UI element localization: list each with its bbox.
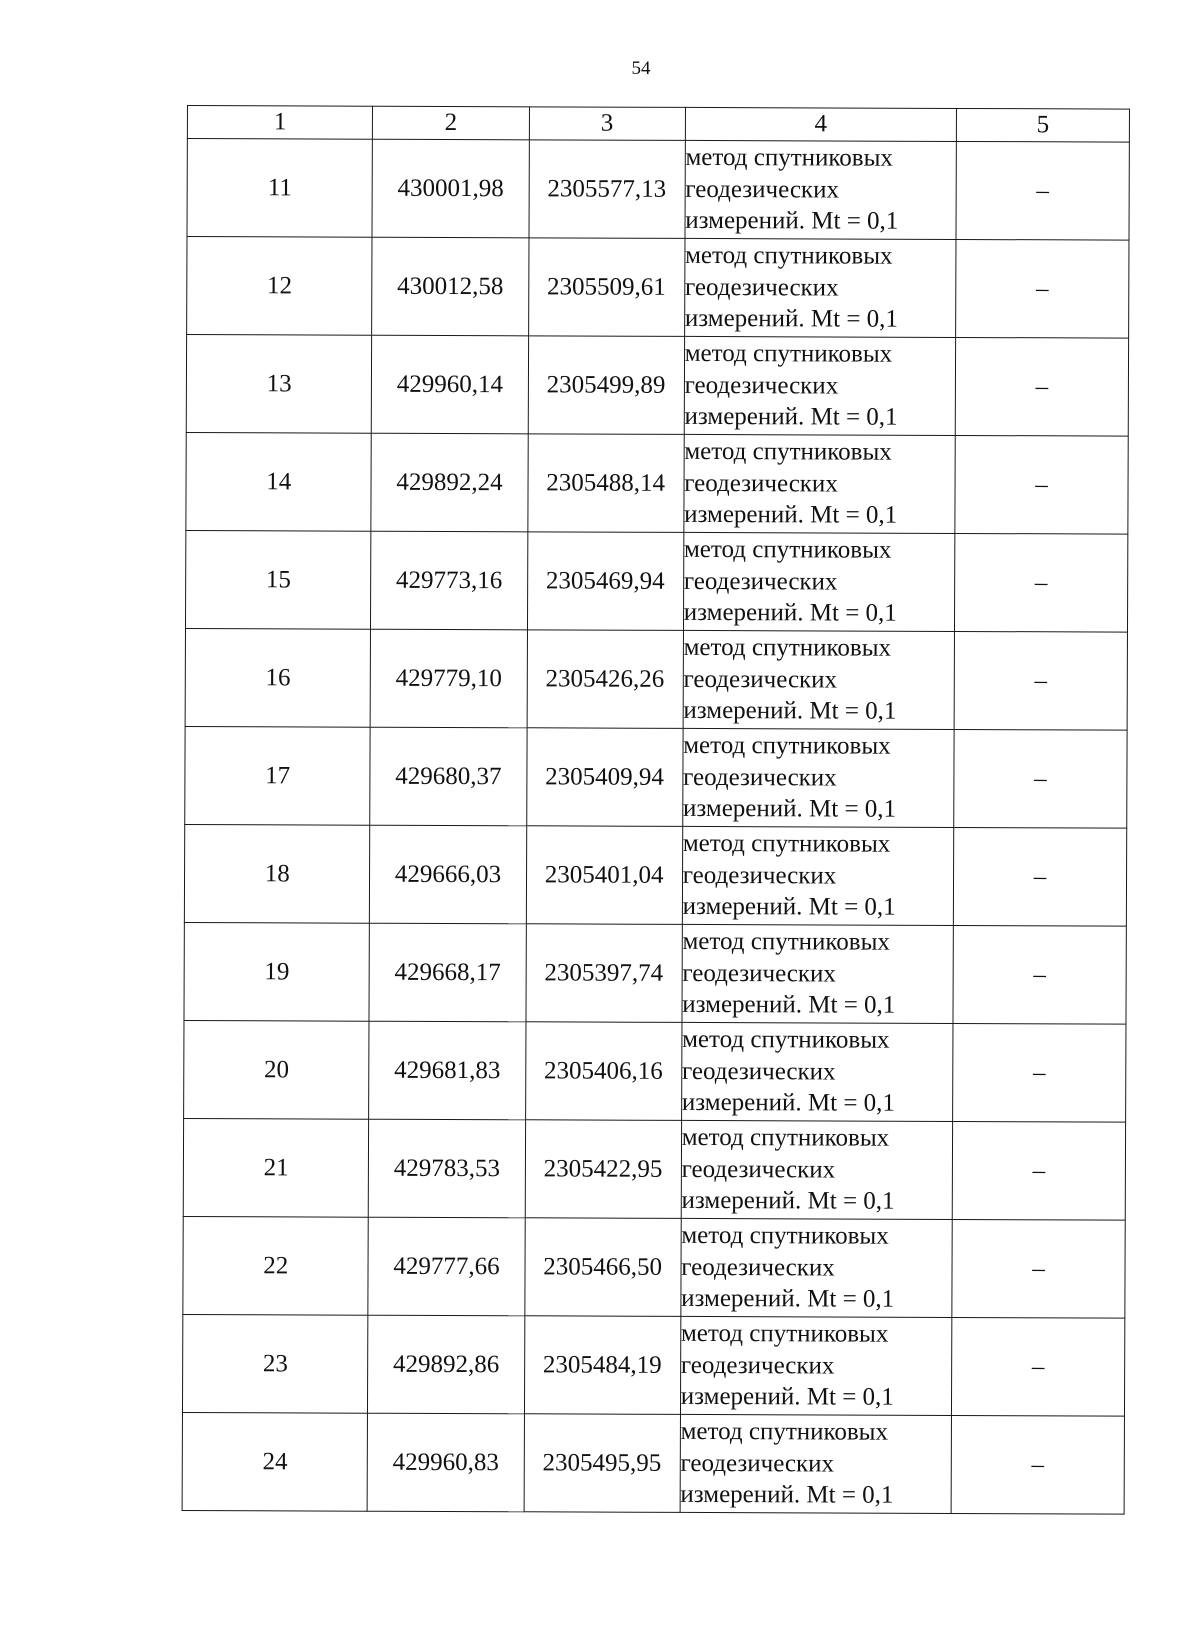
y-coordinate-cell: 2305469,94 xyxy=(527,532,684,631)
note-cell: – xyxy=(955,533,1128,632)
method-line: измерений. Mt = 0,1 xyxy=(681,1285,895,1313)
method-line: геодезических xyxy=(681,1057,836,1086)
method-line: геодезических xyxy=(683,567,838,596)
y-coordinate-cell: 2305488,14 xyxy=(527,434,684,533)
point-number-cell: 22 xyxy=(183,1216,369,1315)
note-cell: – xyxy=(953,827,1126,926)
method-cell xyxy=(681,1120,953,1219)
table-row xyxy=(186,335,1128,437)
table-body xyxy=(182,139,1129,1515)
method-line: метод спутниковых xyxy=(681,1222,889,1250)
method-line: метод спутниковых xyxy=(682,830,891,858)
method-line: геодезических xyxy=(681,1253,835,1282)
method-line: измерений. Mt = 0,1 xyxy=(682,991,896,1019)
method-line: измерений. Mt = 0,1 xyxy=(682,795,897,823)
table-row xyxy=(184,824,1126,926)
x-coordinate-cell: 429668,17 xyxy=(369,923,526,1022)
y-coordinate-cell: 2305495,95 xyxy=(524,1414,681,1513)
note-cell: – xyxy=(954,631,1127,730)
x-coordinate-cell: 429779,10 xyxy=(371,629,528,728)
table-row xyxy=(182,1314,1124,1416)
method-line: измерений. Mt = 0,1 xyxy=(683,697,897,725)
method-line: геодезических xyxy=(683,665,838,694)
method-line: измерений. Mt = 0,1 xyxy=(681,1089,896,1117)
method-line: метод спутниковых xyxy=(680,1418,889,1446)
note-cell: – xyxy=(952,1317,1125,1416)
method-line: геодезических xyxy=(684,371,839,400)
table-row xyxy=(184,922,1126,1024)
method-line: геодезических xyxy=(683,763,837,792)
method-cell xyxy=(681,1218,953,1317)
column-header: 2 xyxy=(373,106,529,140)
method-line: метод спутниковых xyxy=(683,732,891,760)
y-coordinate-cell: 2305466,50 xyxy=(524,1218,681,1317)
x-coordinate-cell: 429892,24 xyxy=(371,433,528,532)
x-coordinate-cell: 429773,16 xyxy=(371,531,528,630)
method-cell xyxy=(683,630,955,729)
method-line: геодезических xyxy=(681,1155,836,1184)
y-coordinate-cell: 2305499,89 xyxy=(528,336,685,435)
table-row xyxy=(184,1020,1126,1122)
note-cell: – xyxy=(951,1415,1124,1514)
y-coordinate-cell: 2305484,19 xyxy=(524,1316,681,1415)
note-cell: – xyxy=(953,1023,1126,1122)
y-coordinate-cell: 2305397,74 xyxy=(526,924,683,1023)
x-coordinate-cell: 430012,58 xyxy=(372,237,529,336)
note-cell: – xyxy=(956,141,1129,240)
method-line: метод спутниковых xyxy=(685,144,893,172)
point-number-cell: 17 xyxy=(185,726,371,825)
method-line: метод спутниковых xyxy=(682,928,890,956)
method-line: измерений. Mt = 0,1 xyxy=(681,1187,895,1215)
point-number-cell: 23 xyxy=(182,1314,368,1413)
y-coordinate-cell: 2305409,94 xyxy=(526,728,683,827)
y-coordinate-cell: 2305406,16 xyxy=(525,1022,682,1121)
method-line: метод спутниковых xyxy=(683,634,892,662)
y-coordinate-cell: 2305509,61 xyxy=(528,238,685,337)
method-line: геодезических xyxy=(684,273,839,302)
x-coordinate-cell: 429892,86 xyxy=(368,1315,525,1414)
method-line: метод спутниковых xyxy=(681,1124,890,1152)
x-coordinate-cell: 429680,37 xyxy=(370,727,527,826)
method-line: геодезических xyxy=(685,175,840,204)
method-line: измерений. Mt = 0,1 xyxy=(684,403,898,431)
point-number-cell: 12 xyxy=(187,237,373,336)
note-cell: – xyxy=(952,1219,1125,1318)
method-cell xyxy=(682,924,954,1023)
x-coordinate-cell: 429777,66 xyxy=(368,1217,525,1316)
note-cell: – xyxy=(954,729,1127,828)
point-number-cell: 18 xyxy=(184,824,370,923)
point-number-cell: 11 xyxy=(187,139,373,238)
point-number-cell: 19 xyxy=(184,922,370,1021)
method-line: метод спутниковых xyxy=(682,1026,890,1054)
method-line: измерений. Mt = 0,1 xyxy=(684,501,898,529)
method-cell xyxy=(682,826,954,925)
note-cell: – xyxy=(955,337,1128,436)
method-line: геодезических xyxy=(680,1449,835,1478)
note-cell: – xyxy=(952,1121,1125,1220)
method-line: измерений. Mt = 0,1 xyxy=(683,599,897,627)
method-line: метод спутниковых xyxy=(684,340,893,368)
method-line: метод спутниковых xyxy=(685,242,893,270)
x-coordinate-cell: 430001,98 xyxy=(372,139,529,238)
note-cell: – xyxy=(955,435,1128,534)
table-row xyxy=(186,432,1128,534)
table-row xyxy=(183,1118,1125,1220)
method-cell xyxy=(680,1414,952,1513)
table-row xyxy=(185,726,1127,828)
column-header: 5 xyxy=(956,108,1129,142)
x-coordinate-cell: 429681,83 xyxy=(369,1021,526,1120)
y-coordinate-cell: 2305577,13 xyxy=(529,140,686,239)
table-row xyxy=(182,1412,1124,1514)
y-coordinate-cell: 2305426,26 xyxy=(527,630,684,729)
point-number-cell: 14 xyxy=(186,432,372,531)
note-cell: – xyxy=(956,239,1129,338)
point-number-cell: 20 xyxy=(184,1020,370,1119)
coordinates-table xyxy=(182,105,1130,1515)
table-row xyxy=(185,628,1127,730)
table-row xyxy=(185,530,1127,632)
table-row xyxy=(187,139,1129,241)
x-coordinate-cell: 429783,53 xyxy=(369,1119,526,1218)
method-line: измерений. Mt = 0,1 xyxy=(680,1383,894,1411)
point-number-cell: 24 xyxy=(182,1412,368,1511)
column-header: 3 xyxy=(529,107,685,141)
method-line: измерений. Mt = 0,1 xyxy=(685,207,899,235)
table-row xyxy=(187,237,1129,339)
method-line: геодезических xyxy=(682,959,837,988)
page-number: 54 xyxy=(631,58,651,79)
method-cell xyxy=(684,238,956,337)
table-header-row xyxy=(187,106,1129,143)
point-number-cell: 13 xyxy=(186,335,372,434)
point-number-cell: 16 xyxy=(185,628,371,727)
table-row xyxy=(183,1216,1125,1318)
point-number-cell: 21 xyxy=(183,1118,369,1217)
method-line: метод спутниковых xyxy=(683,536,892,564)
method-line: метод спутниковых xyxy=(684,438,892,466)
method-cell xyxy=(684,336,956,435)
method-cell xyxy=(683,532,955,631)
method-line: геодезических xyxy=(682,861,837,890)
method-cell xyxy=(681,1022,953,1121)
method-cell xyxy=(685,140,957,239)
method-line: геодезических xyxy=(684,469,838,498)
method-line: измерений. Mt = 0,1 xyxy=(680,1481,894,1509)
method-line: геодезических xyxy=(680,1351,835,1380)
note-cell: – xyxy=(953,925,1126,1024)
column-header: 4 xyxy=(685,107,956,141)
x-coordinate-cell: 429666,03 xyxy=(370,825,527,924)
y-coordinate-cell: 2305401,04 xyxy=(526,826,683,925)
y-coordinate-cell: 2305422,95 xyxy=(525,1120,682,1219)
x-coordinate-cell: 429960,14 xyxy=(372,335,529,434)
method-cell xyxy=(682,728,954,827)
method-cell xyxy=(680,1316,952,1415)
column-header: 1 xyxy=(187,106,373,140)
point-number-cell: 15 xyxy=(185,530,371,629)
method-line: метод спутниковых xyxy=(680,1320,889,1348)
method-cell xyxy=(684,434,956,533)
x-coordinate-cell: 429960,83 xyxy=(368,1413,525,1512)
method-line: измерений. Mt = 0,1 xyxy=(682,893,896,921)
method-line: измерений. Mt = 0,1 xyxy=(684,305,899,333)
